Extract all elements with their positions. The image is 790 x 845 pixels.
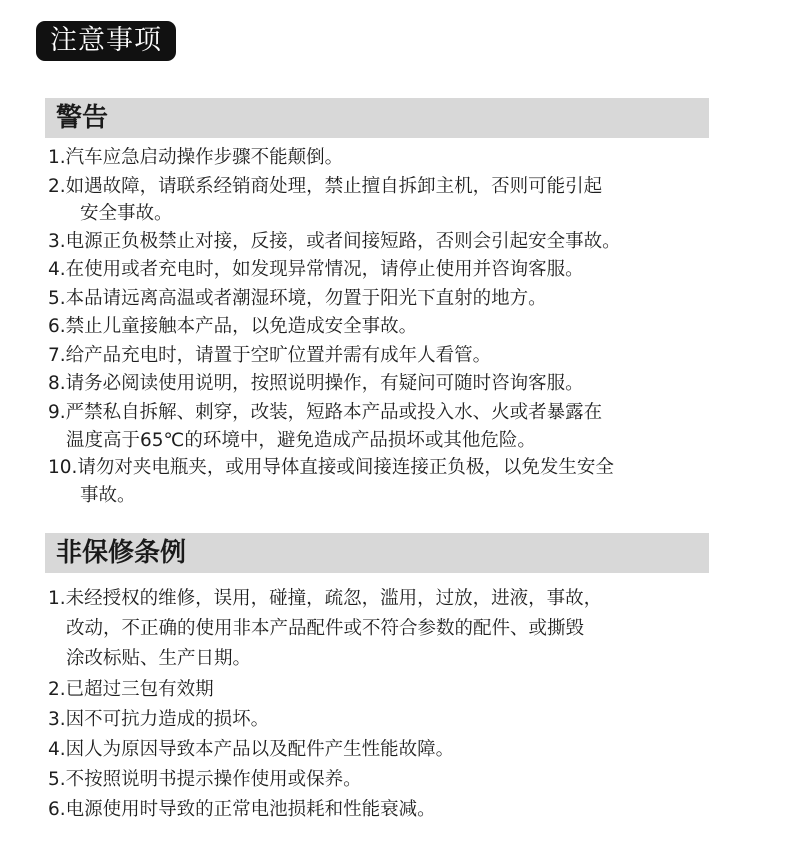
non-warranty-item bbox=[48, 735, 760, 765]
non-warranty-item bbox=[48, 795, 760, 825]
warning-item bbox=[48, 173, 760, 228]
page-title: 注意事项 bbox=[36, 21, 176, 61]
warning-item bbox=[48, 399, 760, 454]
non-warranty-item-line: 2.已超过三包有效期 bbox=[48, 678, 214, 700]
warning-item-line: 1.汽车应急启动操作步骤不能颠倒。 bbox=[48, 147, 344, 168]
non-warranty-item bbox=[48, 584, 760, 675]
non-warranty-item-line: 改动，不正确的使用非本产品配件或不符合参数的配件、或撕毁 bbox=[66, 618, 585, 640]
warning-item-line: 5.本品请远离高温或者潮湿环境，勿置于阳光下直射的地方。 bbox=[48, 287, 547, 309]
non-warranty-item-line: 6.电源使用时导致的正常电池损耗和性能衰减。 bbox=[48, 799, 436, 821]
non-warranty-section-header bbox=[45, 533, 709, 573]
non-warranty-item-line: 3.因不可抗力造成的损坏。 bbox=[48, 708, 270, 730]
non-warranty-title: 非保修条例 bbox=[56, 538, 187, 568]
warning-item bbox=[48, 228, 760, 257]
warning-item bbox=[48, 144, 760, 173]
warning-item-line: 事故。 bbox=[80, 485, 136, 507]
warnings-title: 警告 bbox=[56, 103, 109, 133]
non-warranty-item bbox=[48, 765, 760, 795]
warning-item-line: 温度高于65℃的环境中，避免造成产品损坏或其他危险。 bbox=[66, 429, 536, 451]
warning-item-line: 3.电源正负极禁止对接，反接，或者间接短路，否则会引起安全事故。 bbox=[48, 230, 621, 252]
non-warranty-list bbox=[48, 584, 760, 826]
warning-item bbox=[48, 454, 760, 509]
warning-item-line: 10.请勿对夹电瓶夹，或用导体直接或间接连接正负极，以免发生安全 bbox=[48, 457, 614, 479]
non-warranty-item-line: 涂改标贴、生产日期。 bbox=[66, 648, 252, 670]
warning-item bbox=[48, 313, 760, 342]
non-warranty-item-line: 1.未经授权的维修，误用，碰撞，疏忽，滥用，过放，进液，事故， bbox=[48, 588, 603, 609]
warning-item bbox=[48, 285, 760, 314]
warning-item-line: 7.给产品充电时，请置于空旷位置并需有成年人看管。 bbox=[48, 344, 492, 366]
warning-item bbox=[48, 342, 760, 371]
warning-item bbox=[48, 370, 760, 399]
warnings-list bbox=[48, 144, 760, 510]
warning-item-line: 8.请务必阅读使用说明，按照说明操作，有疑问可随时咨询客服。 bbox=[48, 373, 584, 395]
non-warranty-item-line: 4.因人为原因导致本产品以及配件产生性能故障。 bbox=[48, 739, 455, 761]
warning-item-line: 4.在使用或者充电时，如发现异常情况，请停止使用并咨询客服。 bbox=[48, 259, 584, 281]
warnings-section-header bbox=[45, 98, 709, 138]
non-warranty-item-line: 5.不按照说明书提示操作使用或保养。 bbox=[48, 769, 362, 791]
warning-item-line: 6.禁止儿童接触本产品，以免造成安全事故。 bbox=[48, 316, 418, 338]
warning-item-line: 安全事故。 bbox=[80, 203, 173, 225]
non-warranty-item bbox=[48, 705, 760, 735]
warning-item-line: 9.严禁私自拆解、刺穿，改装，短路本产品或投入水、火或者暴露在 bbox=[48, 401, 603, 423]
warning-item-line: 2.如遇故障，请联系经销商处理，禁止擅自拆卸主机，否则可能引起 bbox=[48, 175, 603, 197]
non-warranty-item bbox=[48, 675, 760, 705]
warning-item bbox=[48, 256, 760, 285]
